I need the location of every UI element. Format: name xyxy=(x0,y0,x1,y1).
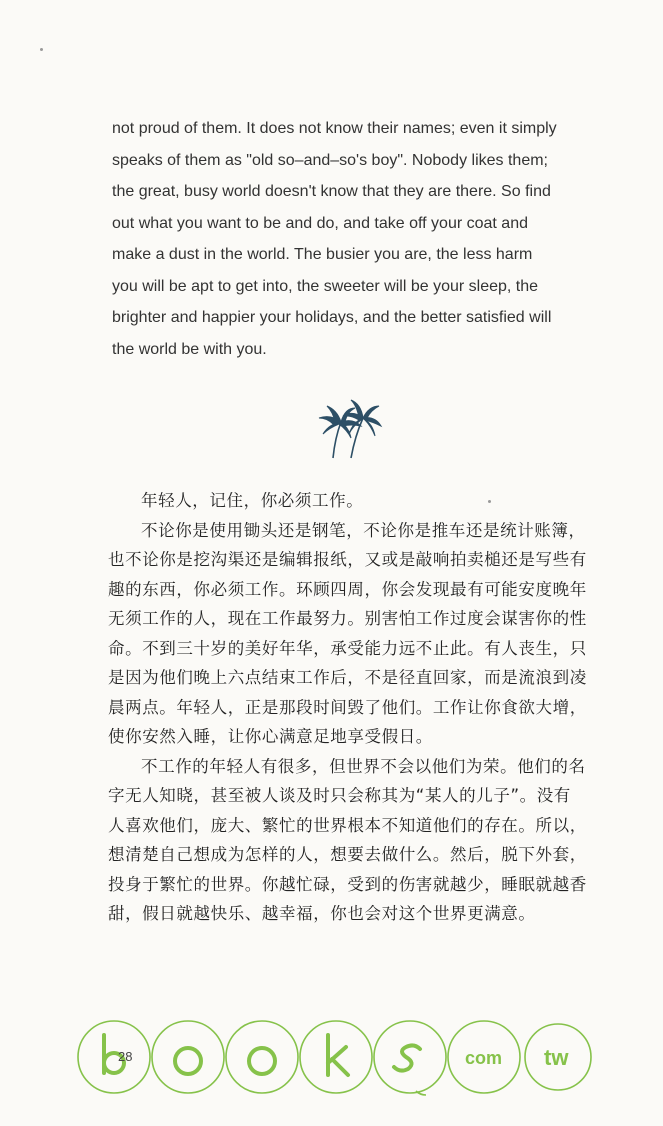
chinese-line: 也不论你是挖沟渠还是编辑报纸，又或是敲响拍卖槌还是写些有 xyxy=(108,550,587,569)
watermark-tw: tw xyxy=(544,1045,569,1070)
chinese-line: 字无人知晓，甚至被人谈及时只会称其为“某人的儿子”。没有 xyxy=(108,786,571,805)
english-line: speaks of them as "old so–and–so's boy". Nobody likes them; xyxy=(112,151,548,169)
chinese-line: 人喜欢他们，庞大、繁忙的世界根本不知道他们的存在。所以， xyxy=(108,815,587,835)
english-line: out what you want to be and do, and take off your coat and xyxy=(112,214,528,232)
english-line: you will be apt to get into, the sweeter will be your sleep, the xyxy=(112,277,539,295)
palm-trees-icon xyxy=(311,398,383,460)
english-line: not proud of them. It does not know their names; even it simply xyxy=(112,120,557,137)
watermark-com: com xyxy=(465,1048,503,1068)
scan-speck xyxy=(40,48,43,51)
english-line: brighter and happier your holidays, and the better satisfied will xyxy=(112,309,552,326)
chinese-line: 不工作的年轻人有很多，但世界不会以他们为荣。他们的名 xyxy=(141,756,586,776)
chinese-line: 无须工作的人，现在工作最努力。别害怕工作过度会谋害你的性 xyxy=(108,609,587,628)
chinese-line: 是因为他们晚上六点结束工作后，不是径直回家，而是流浪到凌 xyxy=(108,668,587,687)
english-line: make a dust in the world. The busier you are, the less harm xyxy=(112,246,533,263)
english-line: the world be with you. xyxy=(112,340,267,358)
books-com-tw-watermark xyxy=(74,1017,594,1097)
english-line: the great, busy world doesn't know that they are there. So find xyxy=(112,183,551,200)
chinese-line: 甜，假日就越快乐、越幸福，你也会对这个世界更满意。 xyxy=(108,904,536,923)
chinese-line: 晨两点。年轻人，正是那段时间毁了他们。工作让你食欲大增， xyxy=(108,697,587,717)
chinese-line: 想清楚自己想成为怎样的人，想要去做什么。然后，脱下外套， xyxy=(108,845,587,864)
chinese-line: 使你安然入睡，让你心满意足地享受假日。 xyxy=(108,727,433,746)
chinese-line: 不论你是使用锄头还是钢笔，不论你是推车还是统计账簿， xyxy=(141,520,586,540)
page-number: 28 xyxy=(118,1049,133,1064)
chinese-line: 投身于繁忙的世界。你越忙碌，受到的伤害就越少，睡眠就越香 xyxy=(108,874,587,894)
chinese-line: 趣的东西，你必须工作。环顾四周，你会发现最有可能安度晚年 xyxy=(108,579,587,599)
chinese-translation xyxy=(108,486,588,929)
chinese-line: 命。不到三十岁的美好年华，承受能力远不止此。有人丧生，只 xyxy=(108,638,587,658)
chinese-heading-line: 年轻人，记住，你必须工作。 xyxy=(141,491,364,510)
english-paragraph xyxy=(112,113,592,365)
